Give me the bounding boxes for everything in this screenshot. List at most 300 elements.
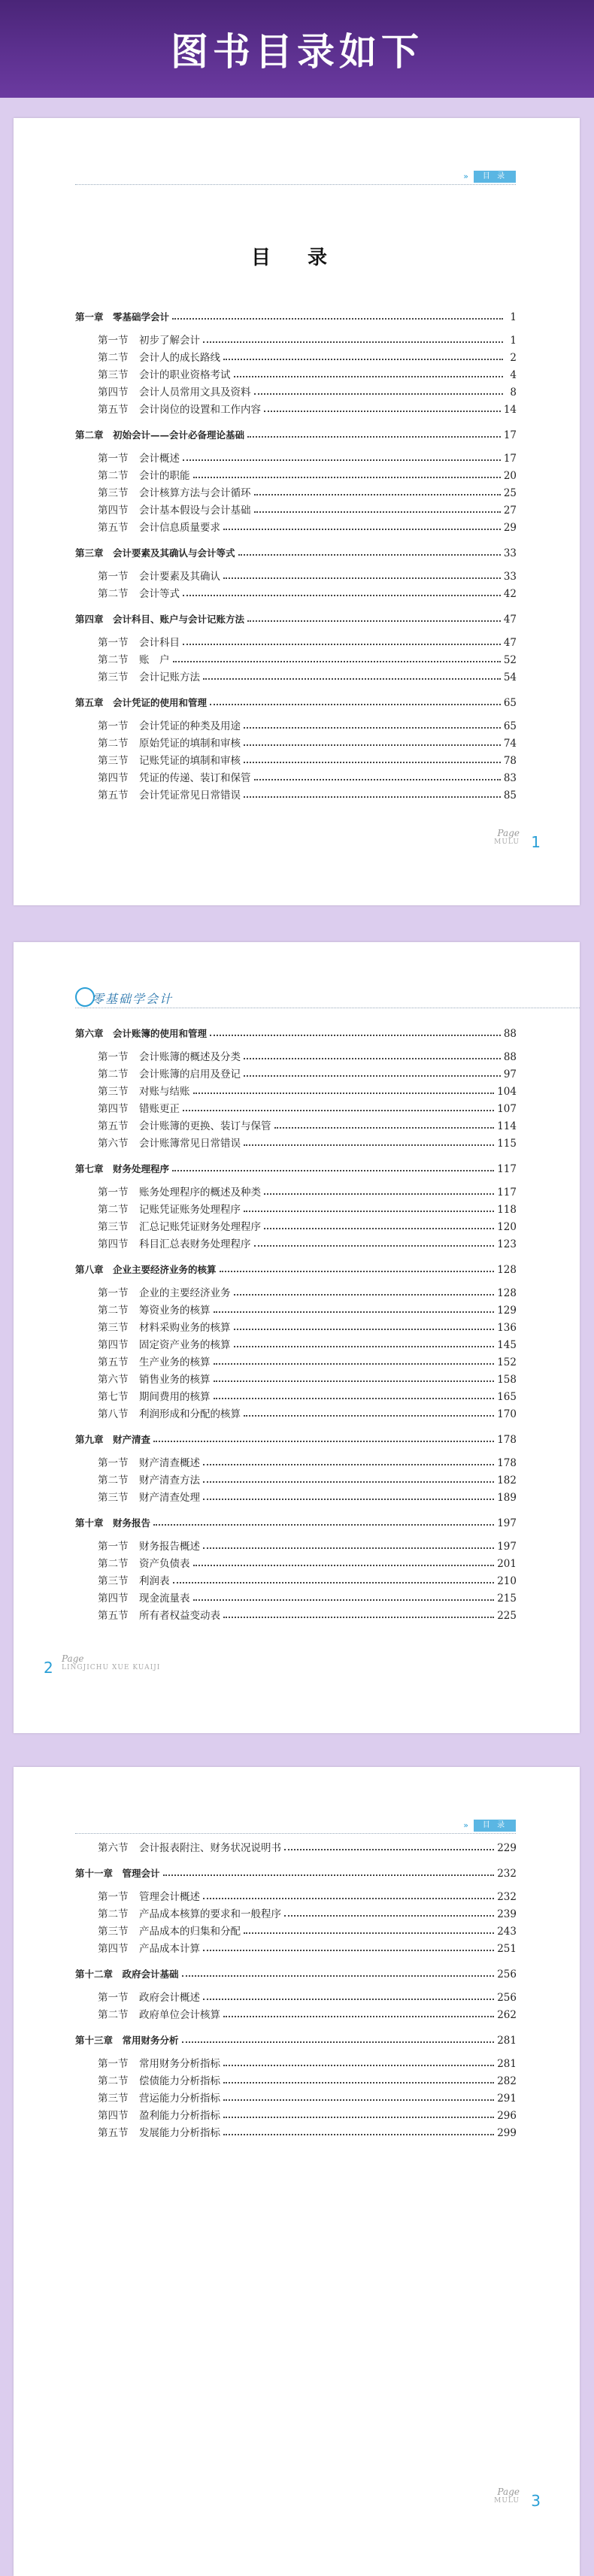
section-number: 第一节 (98, 1051, 129, 1063)
dot-leader (183, 594, 501, 596)
section-number: 第四节 (98, 772, 129, 784)
section-title: 财务报告概述 (139, 1541, 200, 1553)
chapter-number: 第五章 (75, 697, 104, 708)
section-title: 现金流量表 (139, 1593, 190, 1605)
dot-leader (223, 2081, 494, 2084)
toc-section-row (75, 1083, 517, 1098)
page-ref: 20 (503, 470, 517, 482)
dot-leader (193, 1564, 495, 1566)
dot-leader (223, 2099, 494, 2101)
toc-entry-label (98, 1471, 200, 1487)
dot-leader (214, 1397, 495, 1399)
page-ref: 65 (503, 697, 517, 709)
dot-leader (234, 1345, 495, 1347)
section-number: 第五节 (98, 789, 129, 802)
page-ref: 1 (510, 335, 517, 347)
toc-entry-label (98, 1405, 241, 1420)
page-ref: 197 (497, 1517, 517, 1529)
page-ref: 170 (497, 1408, 517, 1420)
dot-leader (234, 375, 504, 377)
dot-leader (172, 1169, 494, 1171)
toc-entry-label (98, 2124, 220, 2139)
toc-entry-label (98, 1555, 190, 1570)
section-number: 第八节 (98, 1408, 129, 1420)
dot-leader (210, 703, 501, 705)
page-ref: 129 (497, 1305, 517, 1317)
toc-page-1 (14, 118, 580, 905)
toc-section-row (75, 1048, 517, 1063)
toc-page-3 (14, 1767, 580, 2576)
section-number: 第二节 (98, 654, 129, 666)
dot-leader (173, 660, 501, 662)
section-number: 第三节 (98, 1322, 129, 1334)
section-number: 第二节 (98, 1558, 129, 1570)
toc-entry-label (98, 450, 180, 465)
toc-section-row (75, 2090, 517, 2105)
page-ref: 128 (497, 1264, 517, 1276)
dot-leader (153, 1523, 494, 1526)
page-ref: 42 (503, 588, 517, 600)
page-ref: 97 (503, 1068, 517, 1080)
dot-leader (244, 1074, 501, 1077)
page-ref: 299 (497, 2127, 517, 2139)
page-ref: 1 (510, 311, 517, 323)
chapter-number: 第六章 (75, 1028, 104, 1039)
toc-section-row (75, 1489, 517, 1504)
double-arrow-icon: » (463, 171, 468, 181)
toc-section-row (75, 769, 517, 784)
toc-section-row (75, 1940, 517, 1955)
toc-section-row (75, 1183, 517, 1199)
toc-section-row (75, 651, 517, 666)
chapter-number: 第七章 (75, 1163, 104, 1174)
section-title: 会计岗位的设置和工作内容 (139, 404, 261, 416)
dot-leader (183, 643, 501, 645)
section-title: 会计核算方法与会计循环 (139, 487, 251, 499)
section-number: 第四节 (98, 1943, 129, 1955)
top-banner (0, 0, 594, 98)
section-number: 第一节 (98, 1541, 129, 1553)
page-ref: 2 (510, 352, 517, 364)
toc-chapter-row (75, 544, 517, 559)
chapter-number: 第二章 (75, 429, 104, 441)
section-number: 第一节 (98, 1186, 129, 1199)
toc-entry-label (98, 1183, 261, 1199)
toc-entry-label (98, 1940, 200, 1955)
dot-leader (203, 1498, 494, 1500)
dot-leader (247, 435, 501, 438)
dot-leader (284, 1848, 494, 1850)
page-ref: 29 (503, 522, 517, 534)
section-title: 期间费用的核算 (139, 1391, 211, 1403)
page-ref: 117 (497, 1186, 517, 1199)
section-title: 错账更正 (139, 1103, 180, 1115)
toc-section-row (75, 668, 517, 683)
section-title: 所有者权益变动表 (139, 1610, 220, 1622)
page-ref: 114 (497, 1120, 517, 1132)
dot-leader (203, 1998, 494, 2000)
toc-entry-label (98, 1454, 200, 1469)
page-ref: 225 (497, 1610, 517, 1622)
dot-leader (183, 459, 501, 461)
toc-chapter-row (75, 694, 517, 709)
toc-entry-label (98, 1371, 211, 1386)
toc-entry-label (98, 1489, 200, 1504)
header-tag: 目 录 (474, 171, 516, 183)
toc-chapter-row (75, 308, 517, 323)
page-header (75, 1820, 516, 1834)
dot-leader (238, 553, 501, 556)
toc-entry-label (98, 484, 251, 499)
dot-leader (244, 1932, 494, 1934)
toc-entry-label (98, 752, 241, 767)
toc-section-row (75, 1905, 517, 1920)
chapter-title: 常用财务分析 (113, 2035, 179, 2046)
toc-entry-label (98, 769, 251, 784)
dot-leader (264, 1193, 494, 1195)
toc-section-row (75, 1353, 517, 1368)
dot-leader (214, 1362, 495, 1365)
chapter-number: 第八章 (75, 1264, 104, 1275)
page-ref: 4 (510, 369, 517, 381)
dot-leader (254, 1244, 495, 1247)
logo-text: 零基础学会计 (92, 992, 174, 1006)
dot-leader (203, 341, 503, 343)
section-title: 对账与结账 (139, 1086, 190, 1098)
dot-leader (244, 726, 501, 729)
section-number: 第一节 (98, 1992, 129, 2004)
page-ref: 74 (503, 738, 517, 750)
toc-section-row (75, 2072, 517, 2087)
page-ref: 115 (497, 1138, 517, 1150)
toc-section-row (75, 1538, 517, 1553)
toc-section-row (75, 332, 517, 347)
section-title: 筹资业务的核算 (139, 1305, 211, 1317)
section-number: 第三节 (98, 1086, 129, 1098)
toc-entry-label (75, 310, 169, 323)
section-title: 企业的主要经济业务 (139, 1287, 231, 1299)
section-title: 营运能力分析指标 (139, 2093, 220, 2105)
section-number: 第四节 (98, 1593, 129, 1605)
section-title: 会计要素及其确认 (139, 571, 220, 583)
section-number: 第二节 (98, 588, 129, 600)
page-ref: 210 (497, 1575, 517, 1587)
section-title: 会计人的成长路线 (139, 352, 220, 364)
section-title: 会计的职能 (139, 470, 190, 482)
toc-section-row (75, 450, 517, 465)
section-number: 第二节 (98, 1908, 129, 1920)
section-number: 第三节 (98, 755, 129, 767)
toc-entry-label (98, 585, 180, 600)
chapter-title: 会计凭证的使用和管理 (103, 697, 208, 708)
dot-leader (183, 1109, 494, 1111)
toc-entry-label (98, 735, 241, 750)
toc-page-2 (14, 942, 580, 1733)
toc-entry-label (75, 546, 235, 559)
toc-section-row (75, 1284, 517, 1299)
toc-section-row (75, 519, 517, 534)
toc-entry-label (98, 1117, 271, 1132)
toc-chapter-row (75, 1865, 517, 1880)
section-title: 材料采购业务的核算 (139, 1322, 231, 1334)
toc-entry-label (98, 332, 200, 347)
section-title: 会计记账方法 (139, 671, 200, 683)
section-title: 财产清查处理 (139, 1492, 200, 1504)
page-ref: 52 (503, 654, 517, 666)
dot-leader (223, 2015, 494, 2017)
toc-entry-label (98, 1538, 200, 1553)
page-ref: 165 (497, 1391, 517, 1403)
section-number: 第三节 (98, 2093, 129, 2105)
section-number: 第四节 (98, 505, 129, 517)
section-title: 资产负债表 (139, 1558, 190, 1570)
double-arrow-icon: » (463, 1820, 468, 1830)
dot-leader (254, 778, 501, 780)
page-ref: 54 (503, 671, 517, 683)
section-number: 第四节 (98, 1339, 129, 1351)
section-number: 第三节 (98, 1492, 129, 1504)
toc-entry-label (98, 502, 251, 517)
dot-leader (223, 2064, 494, 2066)
dot-leader (244, 1414, 494, 1417)
toc-chapter-row (75, 1514, 517, 1529)
toc-entry-label (98, 1905, 281, 1920)
toc-section-row (75, 2124, 517, 2139)
chapter-title: 财务报告 (103, 1517, 151, 1529)
toc-entry-label (98, 786, 241, 802)
chapter-number: 第一章 (75, 311, 104, 323)
section-title: 盈利能力分析指标 (139, 2110, 220, 2122)
section-number: 第二节 (98, 352, 129, 364)
page-ref: 17 (503, 429, 517, 441)
dot-leader (193, 1092, 495, 1094)
page-ref: 17 (503, 453, 517, 465)
page-ref: 232 (497, 1868, 517, 1880)
toc-chapter-row (75, 1261, 517, 1276)
page-label: Page (62, 1653, 84, 1664)
dot-leader (254, 392, 504, 395)
toc-section-row (75, 467, 517, 482)
page-ref: 182 (497, 1474, 517, 1487)
dot-leader (254, 493, 501, 496)
dot-leader (203, 1897, 494, 1899)
page-ref: 158 (497, 1374, 517, 1386)
page-ref: 145 (497, 1339, 517, 1351)
page-ref: 251 (497, 1943, 517, 1955)
page-ref: 136 (497, 1322, 517, 1334)
page-ref: 291 (497, 2093, 517, 2105)
section-title: 科目汇总表财务处理程序 (139, 1238, 251, 1250)
toc-entry-label (98, 1302, 211, 1317)
page-ref: 120 (497, 1221, 517, 1233)
page-footer (494, 828, 541, 851)
dot-leader (223, 358, 503, 360)
page-ref: 14 (503, 404, 517, 416)
dot-leader (264, 1227, 494, 1229)
section-number: 第二节 (98, 2009, 129, 2021)
dot-leader (247, 620, 501, 622)
section-number: 第二节 (98, 738, 129, 750)
toc-entry-label (75, 1162, 169, 1175)
section-title: 账务处理程序的概述及种类 (139, 1186, 261, 1199)
page-ref: 118 (497, 1204, 517, 1216)
page-ref: 256 (497, 1968, 517, 1980)
dot-leader (203, 1480, 494, 1483)
section-title: 初步了解会计 (139, 335, 200, 347)
chapter-number: 第四章 (75, 614, 104, 625)
page-ref: 27 (503, 505, 517, 517)
toc-section-row (75, 2055, 517, 2070)
section-number: 第一节 (98, 1891, 129, 1903)
section-title: 会计凭证常见日常错误 (139, 789, 241, 802)
section-number: 第二节 (98, 470, 129, 482)
section-number: 第六节 (98, 1842, 129, 1854)
section-title: 账 户 (139, 654, 170, 666)
dot-leader (234, 1293, 495, 1296)
toc-entry-label (98, 1284, 231, 1299)
page-ref: 88 (503, 1028, 517, 1040)
chapter-title: 会计要素及其确认与会计等式 (103, 547, 235, 559)
toc-chapter-row (75, 611, 517, 626)
toc-section-row (75, 1319, 517, 1334)
toc-section-row (75, 786, 517, 802)
dot-leader (223, 577, 501, 579)
toc-entry-label (98, 519, 220, 534)
dot-leader (223, 2116, 494, 2118)
page-ref: 128 (497, 1287, 517, 1299)
toc-entry-label (75, 1026, 207, 1040)
page-ref: 104 (497, 1086, 517, 1098)
dot-leader (244, 761, 501, 763)
toc-entry-label (98, 1888, 200, 1903)
section-title: 会计账簿常见日常错误 (139, 1138, 241, 1150)
dot-leader (210, 1034, 501, 1036)
dot-leader (163, 1874, 495, 1876)
toc-entry-label (98, 634, 180, 649)
chapter-title: 管理会计 (113, 1868, 160, 1879)
chapter-number: 第十章 (75, 1517, 104, 1529)
section-number: 第四节 (98, 1103, 129, 1115)
dot-leader (264, 410, 501, 412)
toc-section-row (75, 1590, 517, 1605)
page-number: 3 (531, 2492, 541, 2510)
section-number: 第一节 (98, 571, 129, 583)
toc-section-row (75, 401, 517, 416)
page-ref: 83 (503, 772, 517, 784)
section-number: 第七节 (98, 1391, 129, 1403)
section-number: 第三节 (98, 1575, 129, 1587)
chapter-title: 零基础学会计 (103, 311, 170, 323)
toc-entry-label (75, 696, 207, 709)
toc-section-row (75, 2006, 517, 2021)
page-ref: 123 (497, 1238, 517, 1250)
toc-entry-label (75, 1866, 160, 1880)
section-number: 第一节 (98, 2058, 129, 2070)
toc-entry-label (98, 467, 190, 482)
toc-section-row (75, 383, 517, 399)
toc-section-row (75, 1454, 517, 1469)
toc-section-row (75, 1607, 517, 1622)
toc-section-row (75, 366, 517, 381)
page-ref: 262 (497, 2009, 517, 2021)
section-title: 固定资产业务的核算 (139, 1339, 231, 1351)
toc-section-row (75, 349, 517, 364)
section-number: 第五节 (98, 404, 129, 416)
toc-section-row (75, 484, 517, 499)
section-number: 第二节 (98, 1068, 129, 1080)
section-number: 第一节 (98, 1457, 129, 1469)
chapter-number: 第十一章 (75, 1868, 114, 1879)
toc-section-row (75, 1336, 517, 1351)
section-number: 第二节 (98, 1204, 129, 1216)
toc-section-row (75, 1371, 517, 1386)
section-number: 第一节 (98, 720, 129, 732)
toc-entry-label (98, 2107, 220, 2122)
page-sub-label: MULU (494, 838, 520, 846)
section-title: 凭证的传递、装订和保管 (139, 772, 251, 784)
section-number: 第五节 (98, 1610, 129, 1622)
dot-leader (193, 476, 501, 478)
toc-entry-label (98, 366, 231, 381)
toc-entry-label (98, 1100, 180, 1115)
page-ref: 65 (503, 720, 517, 732)
toc-chapter-row (75, 1965, 517, 1980)
section-title: 会计科目 (139, 637, 180, 649)
dot-leader (254, 511, 501, 513)
page-ref: 117 (497, 1163, 517, 1175)
section-title: 产品成本计算 (139, 1943, 200, 1955)
toc-entry-label (98, 401, 261, 416)
toc-section-row (75, 585, 517, 600)
toc-section-row (75, 1923, 517, 1938)
page-ref: 25 (503, 487, 517, 499)
page-ref: 107 (497, 1103, 517, 1115)
toc-entry-label (98, 1607, 220, 1622)
section-number: 第四节 (98, 1238, 129, 1250)
page-ref: 33 (503, 547, 517, 559)
section-number: 第五节 (98, 522, 129, 534)
dot-leader (172, 317, 503, 320)
section-number: 第三节 (98, 487, 129, 499)
page-label: Page (497, 828, 520, 838)
dot-leader (203, 1949, 494, 1951)
toc-chapter-row (75, 1431, 517, 1446)
toc-section-row (75, 752, 517, 767)
dot-leader (274, 1126, 495, 1129)
page-ref: 215 (497, 1593, 517, 1605)
dot-leader (234, 1328, 495, 1330)
toc-entry-label (98, 1065, 241, 1080)
toc-chapter-row (75, 2032, 517, 2047)
page-ref: 47 (503, 637, 517, 649)
toc-section-row (75, 1135, 517, 1150)
toc-entry-label (98, 349, 220, 364)
section-number: 第一节 (98, 637, 129, 649)
section-number: 第一节 (98, 453, 129, 465)
page-ref: 197 (497, 1541, 517, 1553)
section-title: 生产业务的核算 (139, 1356, 211, 1368)
page-ref: 201 (497, 1558, 517, 1570)
section-number: 第五节 (98, 1120, 129, 1132)
section-title: 政府单位会计核算 (139, 2009, 220, 2021)
dot-leader (223, 2133, 494, 2135)
section-number: 第四节 (98, 386, 129, 399)
toc-section-row (75, 1572, 517, 1587)
banner-title: 图书目录如下 (171, 30, 423, 74)
dot-leader (244, 1057, 501, 1059)
toc-entry-label (98, 568, 220, 583)
chapter-title: 财产清查 (103, 1434, 151, 1445)
